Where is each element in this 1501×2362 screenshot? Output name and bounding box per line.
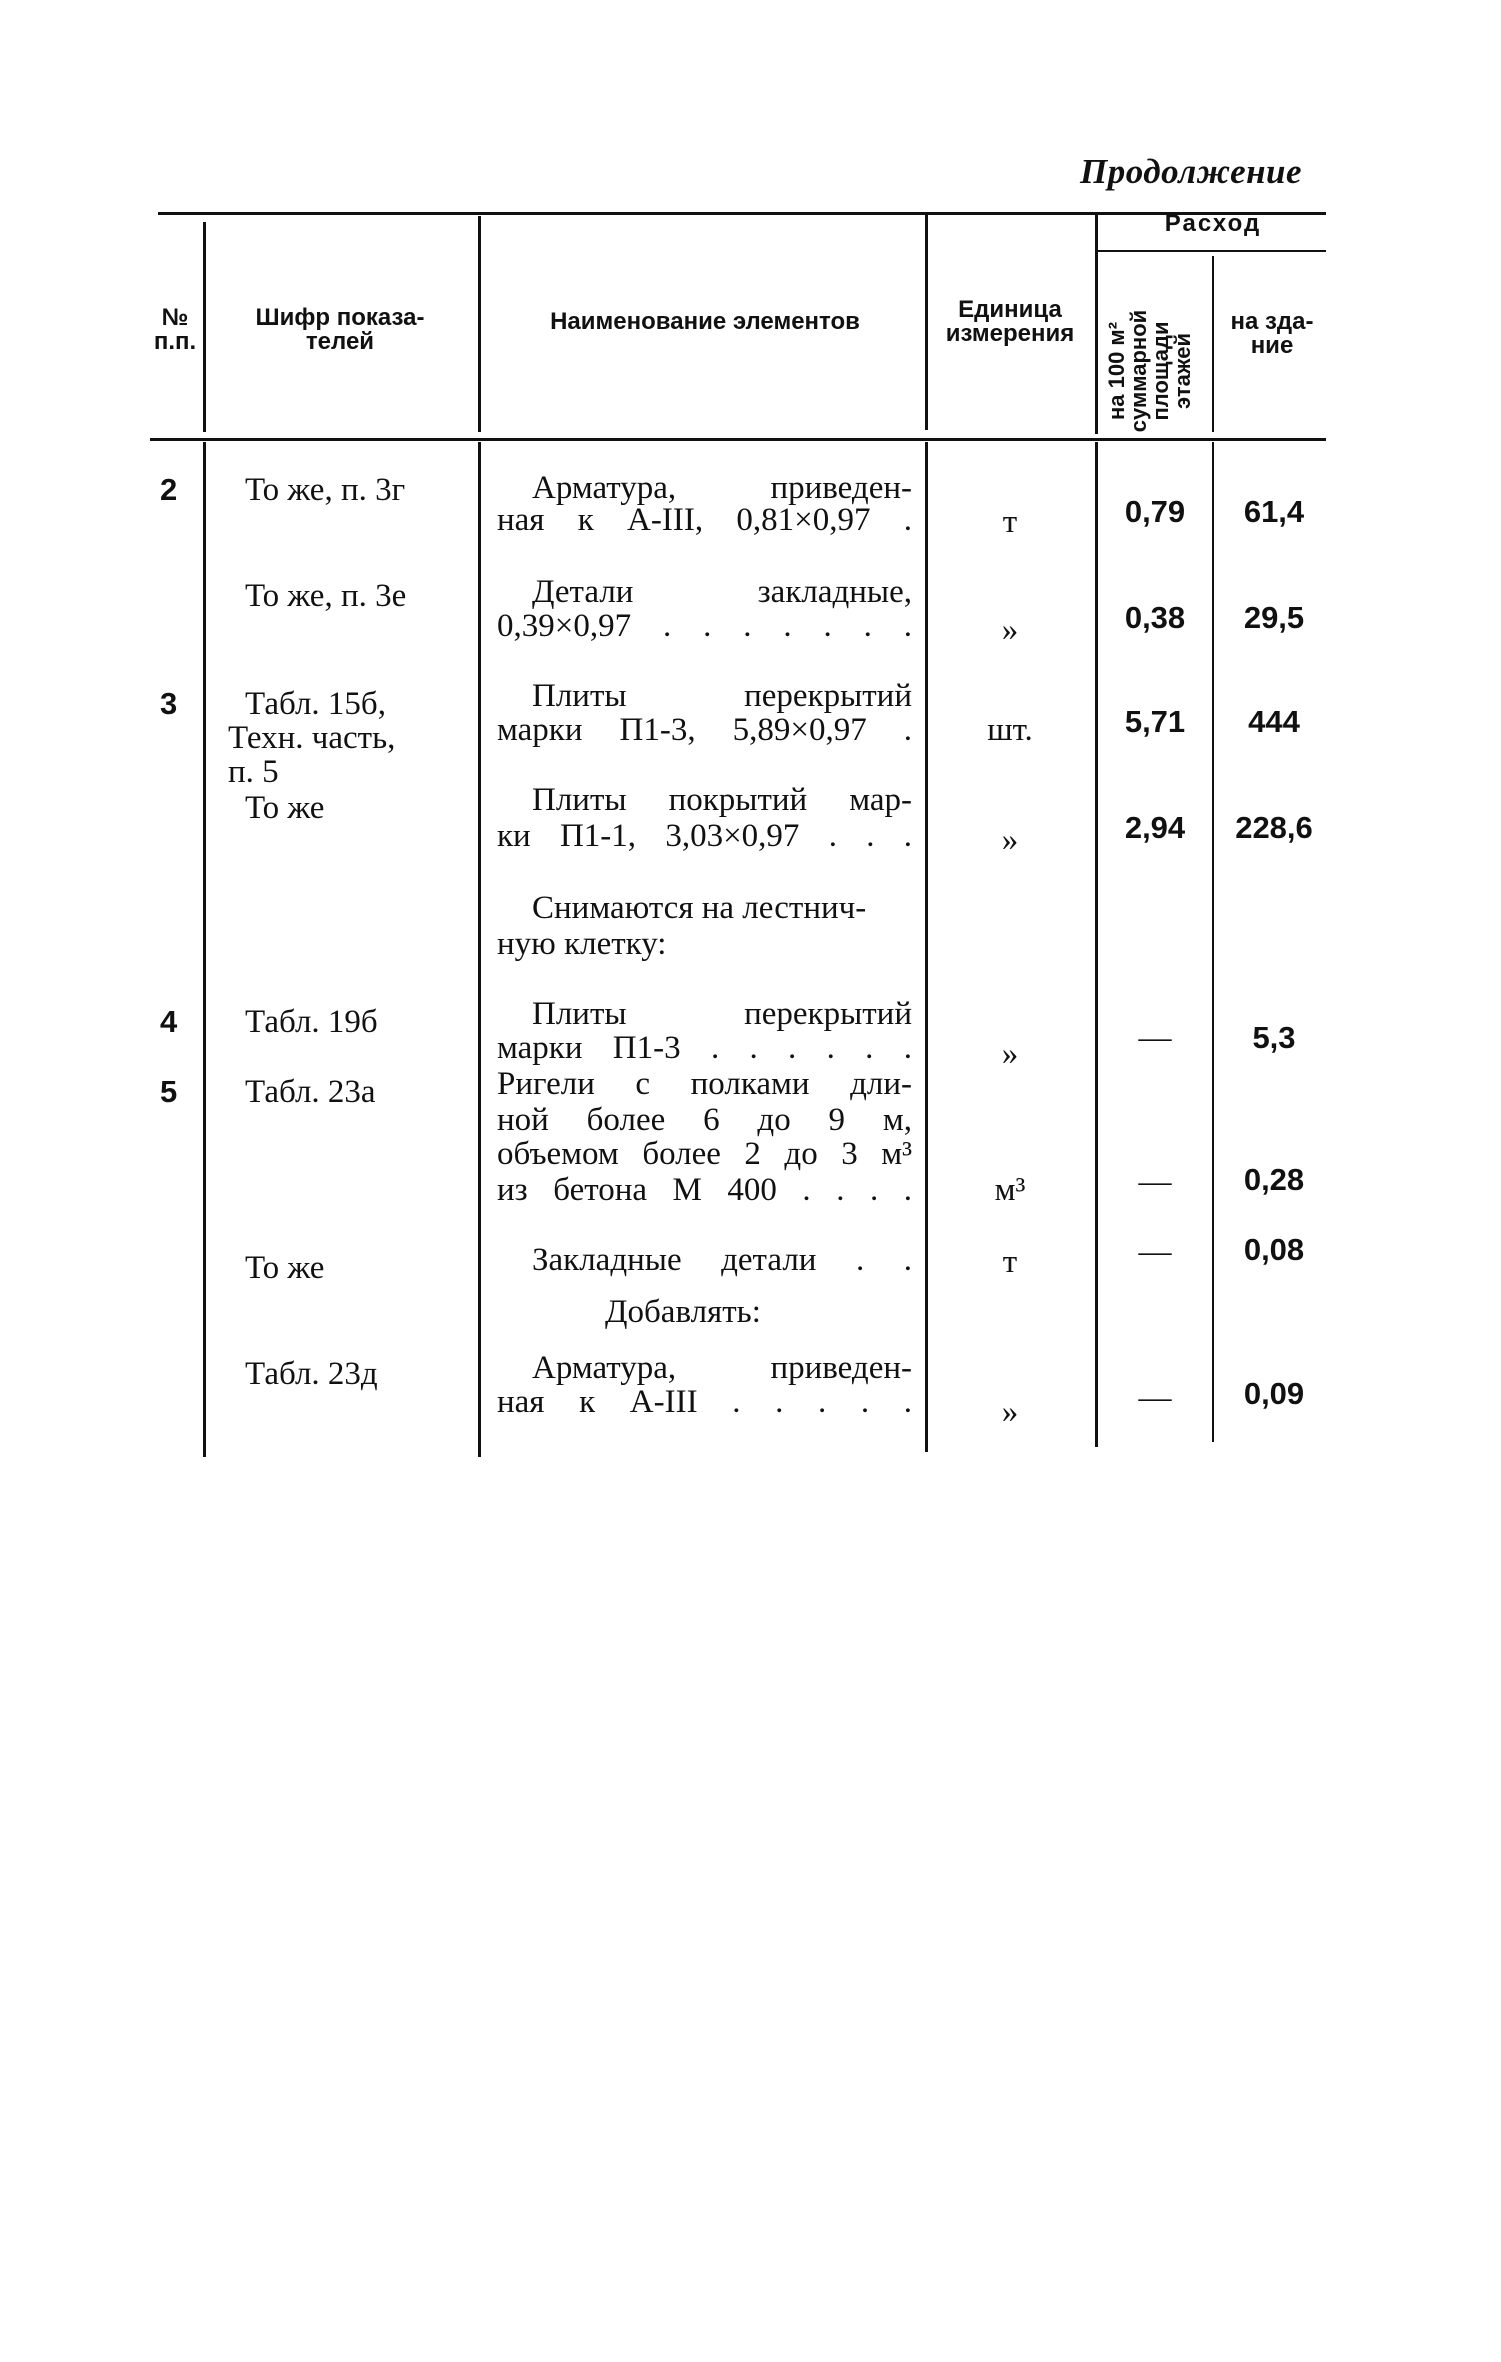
row-code: Табл. 23а — [245, 1074, 376, 1110]
row-code: То же, п. 3г — [245, 472, 406, 508]
row-name-line2: марки П1-3 . . . . . . — [497, 1030, 912, 1066]
row-building: 29,5 — [1243, 600, 1305, 635]
continuation-label: Продолжение — [1080, 152, 1303, 191]
body-divider-1 — [203, 442, 206, 1457]
header-name: Наименование элементов — [550, 308, 860, 335]
body-divider-2 — [478, 442, 481, 1457]
row-building: 0,09 — [1243, 1376, 1305, 1411]
row-code: Табл. 23д — [245, 1356, 378, 1392]
row-name-line3: объемом более 2 до 3 м³ — [497, 1136, 912, 1172]
header-per100: на 100 м² суммарной площади этажей — [1104, 309, 1195, 433]
row-name-line2: ки П1-1, 3,03×0,97 . . . — [497, 818, 912, 854]
row-name-line4: из бетона М 400 . . . . — [497, 1172, 912, 1208]
row-per100: 2,94 — [1124, 810, 1186, 845]
col-divider-5 — [1212, 256, 1214, 432]
row-unit: » — [1001, 612, 1019, 648]
row-building: 0,28 — [1243, 1162, 1305, 1197]
row-code: То же — [245, 1250, 325, 1286]
row-unit: » — [1001, 1036, 1019, 1072]
row-name-line1: Арматура, приведен- — [532, 1350, 912, 1386]
row-name-line1: Детали закладные, — [532, 574, 912, 610]
consumption-rule — [1096, 250, 1326, 252]
row-name-line1: Плиты покрытий мар- — [532, 782, 912, 818]
row-building: 444 — [1248, 704, 1300, 739]
row-building: 5,3 — [1252, 1020, 1296, 1055]
row-name-line1: Арматура, приведен- — [532, 470, 912, 506]
row-unit: » — [1001, 1394, 1019, 1430]
col-divider-4 — [1095, 212, 1098, 434]
row-name-line1: Плиты перекрытий — [532, 996, 912, 1032]
row-unit: шт. — [987, 712, 1033, 748]
row-building: 61,4 — [1243, 494, 1305, 529]
row-name-line1: Закладные детали . . — [532, 1242, 912, 1278]
row-no: 3 — [160, 686, 178, 721]
row-name-line1: Снимаются на лестнич- — [532, 890, 867, 926]
body-divider-3 — [925, 442, 928, 1452]
header-no: № п.п. — [153, 304, 197, 355]
row-no: 4 — [160, 1004, 178, 1039]
row-name-line1: Плиты перекрытий — [532, 678, 912, 714]
row-building: 228,6 — [1235, 810, 1313, 845]
col-divider-2 — [478, 216, 481, 432]
header-consumption: Расход — [1164, 210, 1262, 237]
header-code: Шифр показа-телей — [255, 304, 425, 355]
row-per100: — — [1138, 1234, 1172, 1270]
row-code: То же, п. 3е — [245, 578, 407, 614]
row-code-line2: Техн. часть, — [228, 720, 396, 756]
row-per100: — — [1138, 1164, 1172, 1200]
row-name-line2: марки П1-3, 5,89×0,97 . — [497, 712, 912, 748]
row-unit: » — [1001, 822, 1019, 858]
row-per100: 0,38 — [1124, 600, 1186, 635]
row-code: То же — [245, 790, 325, 826]
row-unit: т — [1002, 504, 1018, 540]
header-building: на зда-ние — [1230, 308, 1314, 359]
row-code: Табл. 19б — [245, 1004, 378, 1040]
row-code-line3: п. 5 — [228, 754, 279, 790]
row-name-line2: ной более 6 до 9 м, — [497, 1102, 912, 1138]
row-unit: т — [1002, 1244, 1018, 1280]
row-name-line2: ная к А-III . . . . . — [497, 1384, 912, 1420]
row-name-line2: ная к А-III, 0,81×0,97 . — [497, 502, 912, 538]
row-unit: м³ — [994, 1172, 1026, 1208]
row-per100: 5,71 — [1124, 704, 1186, 739]
row-name-line2: ную клетку: — [497, 926, 667, 962]
header-unit: Единица измерения — [945, 296, 1075, 347]
body-divider-5 — [1212, 442, 1214, 1442]
row-no: 2 — [160, 472, 178, 507]
col-divider-1 — [203, 222, 206, 432]
row-code: Табл. 15б, — [245, 686, 386, 722]
row-per100: — — [1138, 1380, 1172, 1416]
row-name-line1: Ригели с полками дли- — [497, 1066, 912, 1102]
row-no: 5 — [160, 1074, 178, 1109]
col-divider-3 — [925, 212, 928, 430]
row-building: 0,08 — [1243, 1232, 1305, 1267]
row-per100: — — [1138, 1020, 1172, 1056]
row-name-line1: Добавлять: — [605, 1294, 761, 1330]
row-name-line2: 0,39×0,97 . . . . . . . — [497, 608, 912, 644]
body-divider-4 — [1095, 442, 1098, 1447]
row-per100: 0,79 — [1124, 494, 1186, 529]
